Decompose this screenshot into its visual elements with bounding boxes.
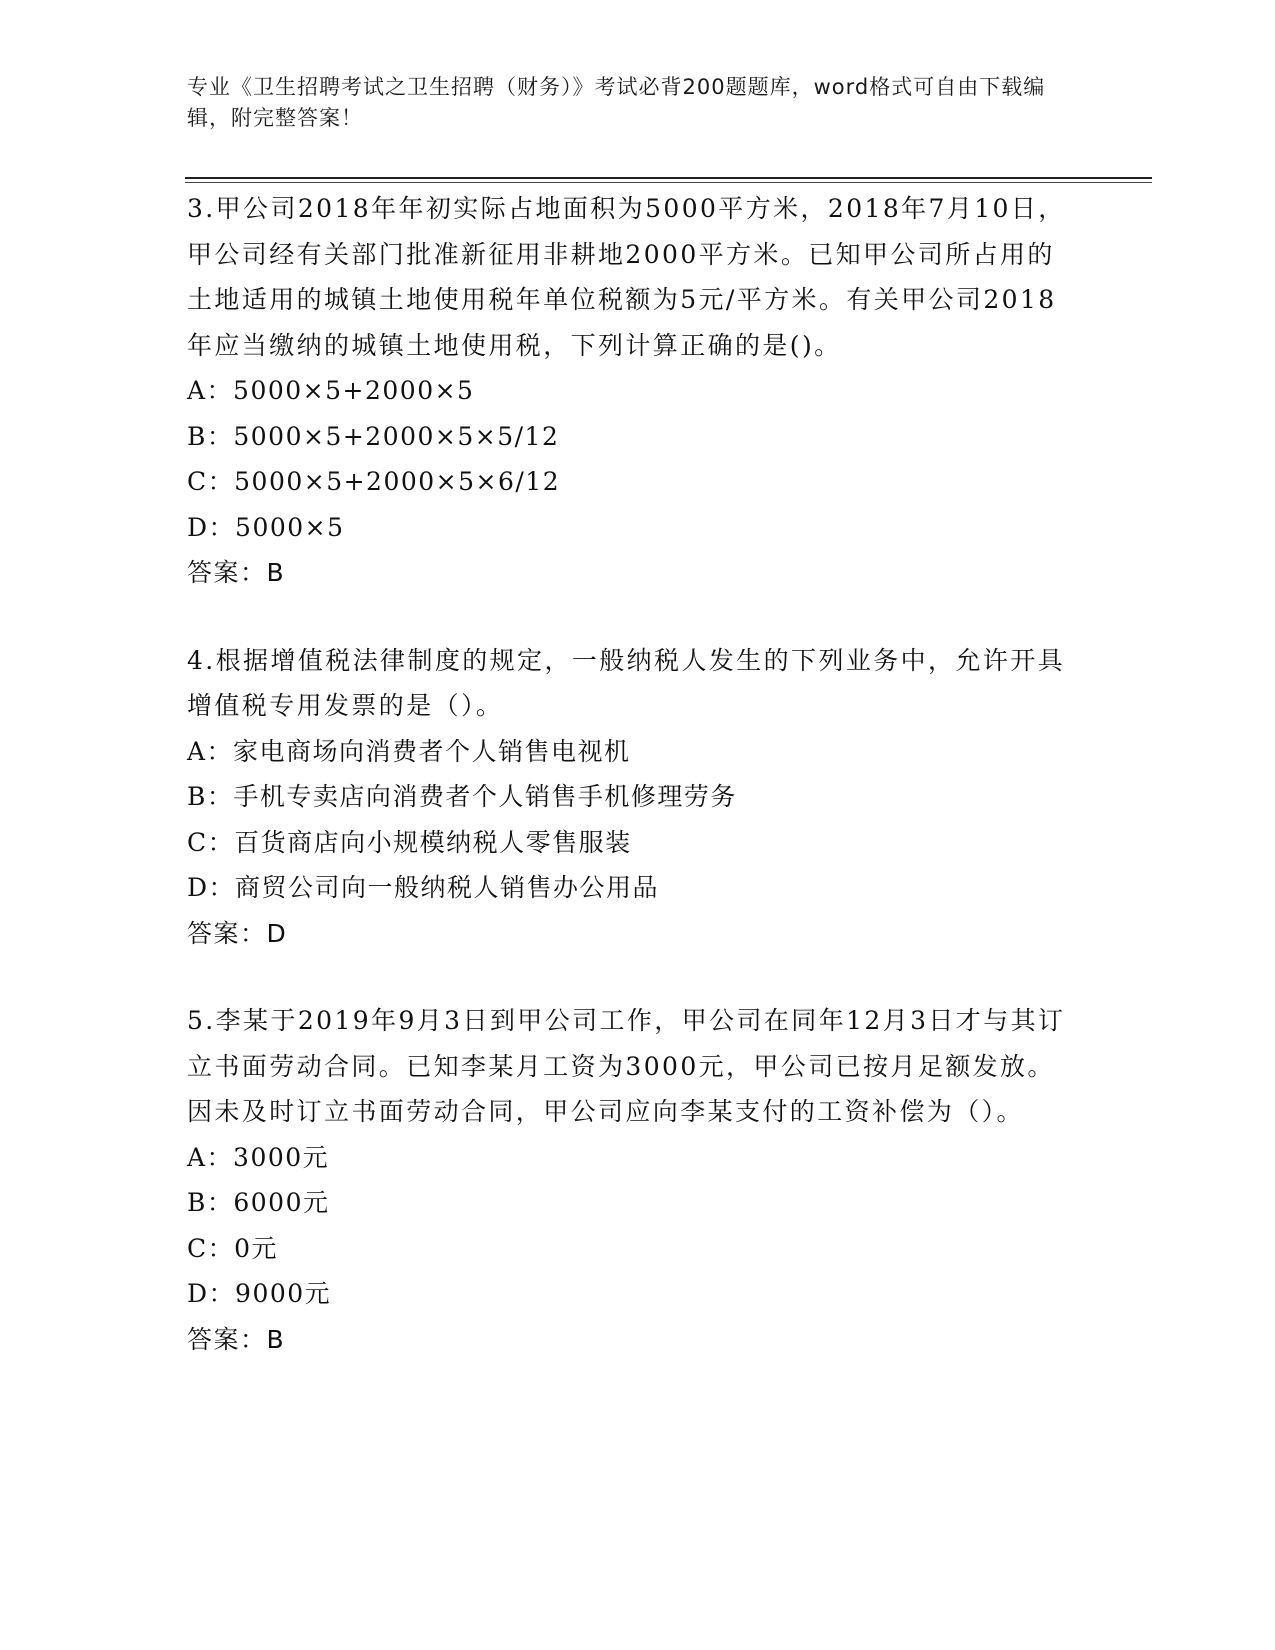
question-4 <box>187 638 1087 957</box>
option-b: B：6000元 <box>187 1188 330 1217</box>
option-c: C：百货商店向小规模纳税人零售服装 <box>187 827 632 857</box>
question-stem: 3.甲公司2018年年初实际占地面积为5000平方米，2018年7月10日，甲公司经有关部门批准新征用非耕地2000平方米。已知甲公司所占用的土地适用的城镇土地使用税年单位税额为5元/平方米。有关甲公司2018年应当缴纳的城镇土地使用税，下列计算正确的是()。 <box>187 194 1066 360</box>
question-list <box>187 186 1087 1404</box>
option-c: C：0元 <box>187 1233 279 1263</box>
header-rule-thick <box>185 177 1152 179</box>
answer-line: 答案：B <box>187 1324 286 1354</box>
option-b: B：5000×5+2000×5×5/12 <box>187 421 560 451</box>
option-d: D：商贸公司向一般纳税人销售办公用品 <box>187 873 660 902</box>
question-stem: 4.根据增值税法律制度的规定，一般纳税人发生的下列业务中，允许开具增值税专用发票的是（）。 <box>187 645 1066 720</box>
header-rule-thin <box>185 182 1152 183</box>
option-a: A：家电商场向消费者个人销售电视机 <box>187 736 631 766</box>
question-stem: 5.李某于2019年9月3日到甲公司工作，甲公司在同年12月3日才与其订立书面劳动合同。已知李某月工资为3000元，甲公司已按月足额发放。因未及时订立书面劳动合同，甲公司应向李某支付的工资补偿为（）。 <box>187 1006 1066 1126</box>
option-b: B：手机专卖店向消费者个人销售手机修理劳务 <box>187 782 737 811</box>
answer-line: 答案：D <box>187 918 288 948</box>
document-header: 专业《卫生招聘考试之卫生招聘（财务）》考试必背200题题库，word格式可自由下载编辑，附完整答案！ <box>187 75 1046 130</box>
question-5 <box>187 998 1087 1362</box>
answer-line: 答案：B <box>187 558 286 587</box>
option-a: A：3000元 <box>187 1142 330 1172</box>
option-c: C：5000×5+2000×5×6/12 <box>187 467 561 496</box>
question-3 <box>187 186 1087 596</box>
option-d: D：9000元 <box>187 1279 332 1308</box>
option-d: D：5000×5 <box>187 512 345 542</box>
option-a: A：5000×5+2000×5 <box>187 376 475 405</box>
